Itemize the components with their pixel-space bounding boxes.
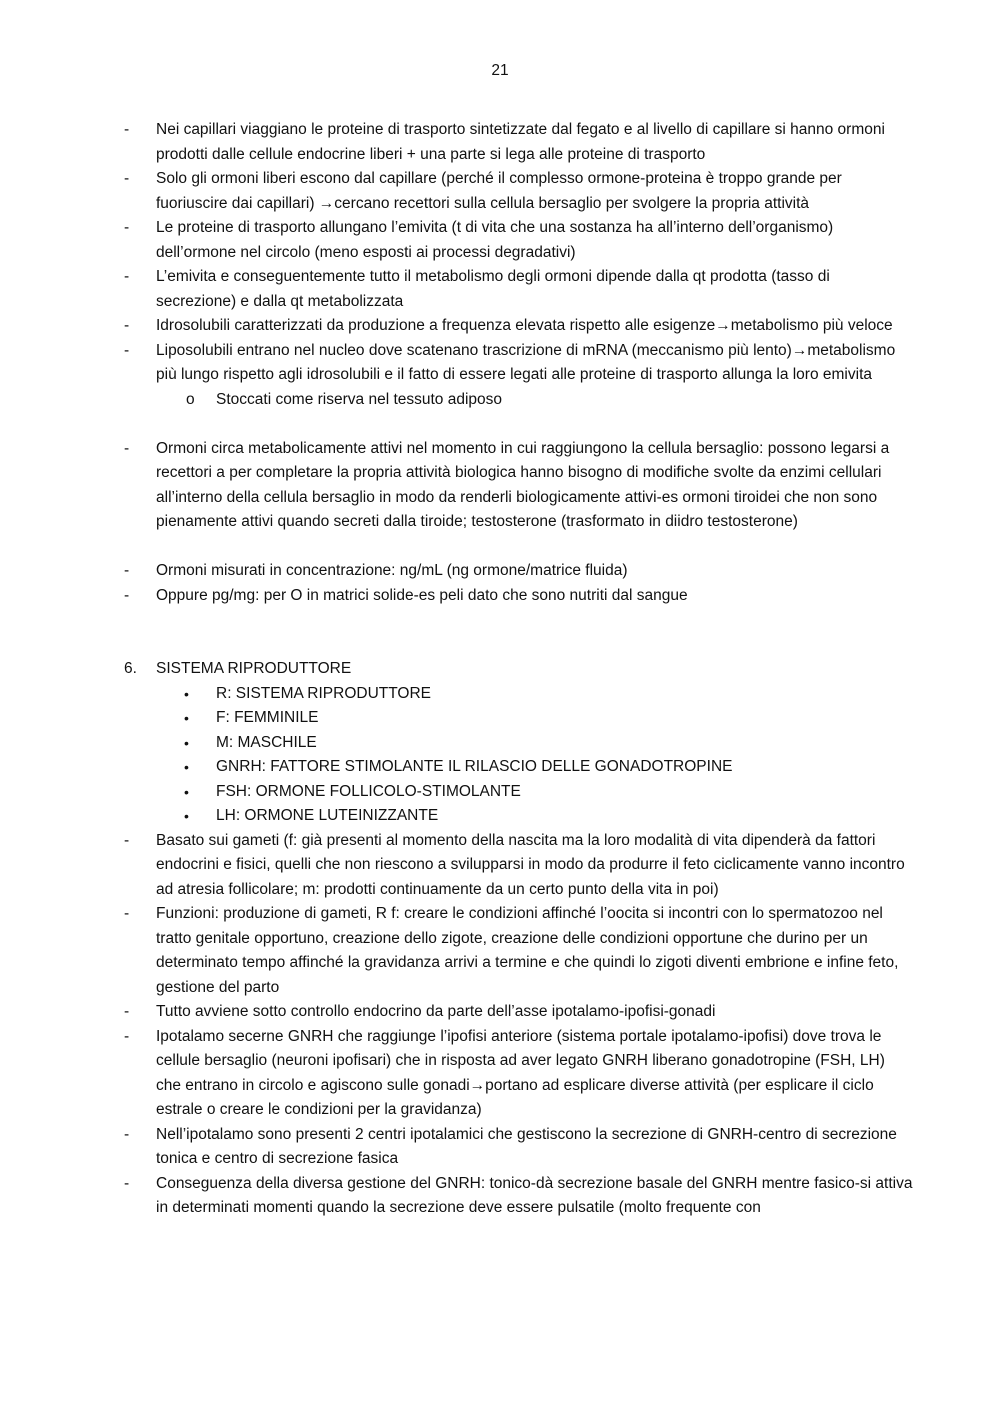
page-number: 21	[491, 62, 509, 79]
spacer	[124, 535, 914, 560]
item-text: Funzioni: produzione di gameti, R f: creare le condizioni affinché l’oocita si incontri con lo spermatozoo nel tratto genitale opportuno, creazione dello zigote, creazione delle condizioni opportune che durino per un determinato tempo affinché la gravidanza arrivi a termine e che quindi lo zigoti diventi embrione e infine feto, gestione del parto	[156, 905, 899, 996]
abbreviation-text: F: FEMMINILE	[216, 709, 319, 726]
list-item	[124, 1000, 914, 1025]
item-text: L’emivita e conseguentemente tutto il metabolismo degli ormoni dipende dalla qt prodotta (tasso di secrezione) e dalla qt metabolizzata	[156, 268, 830, 310]
item-text: Liposolubili entrano nel nucleo dove scatenano trascrizione di mRNA (meccanismo più lento)→metabolismo più lungo rispetto agli idrosolubili e il fatto di essere legati alle proteine di trasporto allunga la loro emivita	[156, 341, 896, 383]
bullet-marker: •	[184, 808, 189, 824]
bullet-marker: •	[184, 759, 189, 775]
section-number: 6.	[124, 660, 137, 677]
list-item	[124, 902, 914, 1000]
dash-marker: -	[124, 562, 130, 579]
dash-marker: -	[124, 831, 130, 849]
abbreviation-text: M: MASCHILE	[216, 733, 317, 751]
dash-marker: -	[124, 439, 130, 457]
bullet-marker: •	[184, 710, 189, 726]
dash-marker: -	[124, 121, 130, 138]
bullet-marker: •	[184, 734, 189, 751]
bullet-marker: •	[184, 685, 189, 702]
dash-marker: -	[124, 317, 130, 334]
item-text: Conseguenza della diversa gestione del GNRH: tonico-dà secrezione basale del GNRH mentre fasico-si attiva in determinati momenti quando la secrezione deve essere pulsatile (molto frequente con	[156, 1174, 913, 1216]
dash-marker: -	[124, 586, 130, 604]
dash-marker: -	[124, 170, 130, 187]
dash-marker: -	[124, 341, 130, 359]
abbreviation-text: FSH: ORMONE FOLLICOLO-STIMOLANTE	[216, 782, 521, 800]
sub-list-item	[124, 388, 914, 413]
dash-marker: -	[124, 219, 130, 236]
item-text: Oppure pg/mg: per O in matrici solide-es peli dato che sono nutriti dal sangue	[156, 586, 688, 604]
item-text: Le proteine di trasporto allungano l’emivita (t di vita che una sostanza ha all’interno dell’organismo) dell’ormone nel circolo (meno esposti ai processi degradativi)	[156, 219, 834, 261]
item-text: Ormoni circa metabolicamente attivi nel momento in cui raggiungono la cellula bersaglio: possono legarsi a recettori a per completare la propria attività biologica hanno bisogno di modifiche svolte da enzimi cellulari all’interno della cellula bersaglio in modo da renderli biologicamente attivi-es ormoni tiroidei che non sono pienamente attivi quando secreti dalla tiroide; testosterone (trasformato in diidro testosterone)	[156, 439, 890, 530]
spacer	[124, 608, 914, 657]
list-item	[124, 437, 914, 535]
item-text: Basato sui gameti (f: già presenti al momento della nascita ma la loro modalità di vita dipenderà da fattori endocrini e fisici, quelli che non riescono a svilupparsi in modo da produrre il feto ciclicamente vanno incontro ad atresia follicolare; m: prodotti continuamente da un certo punto della vita in poi)	[156, 831, 905, 898]
item-text: Ipotalamo secerne GNRH che raggiunge l’ipofisi anteriore (sistema portale ipotalamo-ipofisi) dove trova le cellule bersaglio (neuroni ipofisari) che in risposta ad aver legato GNRH liberano gonadotropine (FSH, LH) che entrano in circolo e agiscono sulle gonadi→portano ad esplicare diverse attività (per esplicare il ciclo estrale o creare le condizioni per la gravidanza)	[156, 1027, 885, 1118]
dash-marker: -	[124, 1003, 130, 1020]
abbreviation-text: R: SISTEMA RIPRODUTTORE	[216, 684, 432, 702]
item-text: Nei capillari viaggiano le proteine di trasporto sintetizzate dal fegato e al livello di capillare si hanno ormoni prodotti dalle cellule endocrine liberi + una parte si lega alle proteine di trasporto	[156, 121, 885, 163]
abbreviation-item	[124, 706, 914, 731]
list-item	[124, 584, 914, 609]
list-item	[124, 216, 914, 265]
abbreviation-item	[124, 731, 914, 756]
abbreviation-text: GNRH: FATTORE STIMOLANTE IL RILASCIO DELLE GONADOTROPINE	[216, 758, 733, 775]
page-content	[124, 118, 914, 1221]
item-text: Solo gli ormoni liberi escono dal capillare (perché il complesso ormone-proteina è troppo grande per fuoriuscire dai capillari) →cercano recettori sulla cellula bersaglio per svolgere la propria attività	[156, 170, 842, 212]
dash-marker: -	[124, 268, 130, 285]
item-text: Idrosolubili caratterizzati da produzione a frequenza elevata rispetto alle esigenze→metabolismo più veloce	[156, 317, 893, 334]
abbreviation-item	[124, 755, 914, 780]
bullet-marker: •	[184, 783, 189, 800]
abbreviation-item	[124, 682, 914, 707]
list-item	[124, 167, 914, 216]
item-text: Tutto avviene sotto controllo endocrino da parte dell’asse ipotalamo-ipofisi-gonadi	[156, 1003, 716, 1020]
item-text: Nell’ipotalamo sono presenti 2 centri ipotalamici che gestiscono la secrezione di GNRH-centro di secrezione tonica e centro di secrezione fasica	[156, 1125, 897, 1167]
list-item	[124, 314, 914, 339]
abbreviation-text: LH: ORMONE LUTEINIZZANTE	[216, 807, 439, 824]
dash-marker: -	[124, 1174, 130, 1192]
list-item	[124, 829, 914, 903]
list-item	[124, 1123, 914, 1172]
list-item	[124, 559, 914, 584]
circle-marker: o	[186, 390, 195, 408]
list-item	[124, 1172, 914, 1221]
list-item	[124, 118, 914, 167]
sub-item-text: Stoccati come riserva nel tessuto adiposo	[216, 390, 503, 408]
abbreviation-item	[124, 804, 914, 829]
dash-marker: -	[124, 905, 130, 922]
section-heading	[124, 657, 914, 682]
list-item	[124, 265, 914, 314]
dash-marker: -	[124, 1027, 130, 1045]
item-text: Ormoni misurati in concentrazione: ng/mL (ng ormone/matrice fluida)	[156, 562, 628, 579]
list-item	[124, 1025, 914, 1123]
dash-marker: -	[124, 1125, 130, 1143]
spacer	[124, 412, 914, 437]
section-title: SISTEMA RIPRODUTTORE	[156, 660, 352, 677]
abbreviation-item	[124, 780, 914, 805]
list-item	[124, 339, 914, 388]
